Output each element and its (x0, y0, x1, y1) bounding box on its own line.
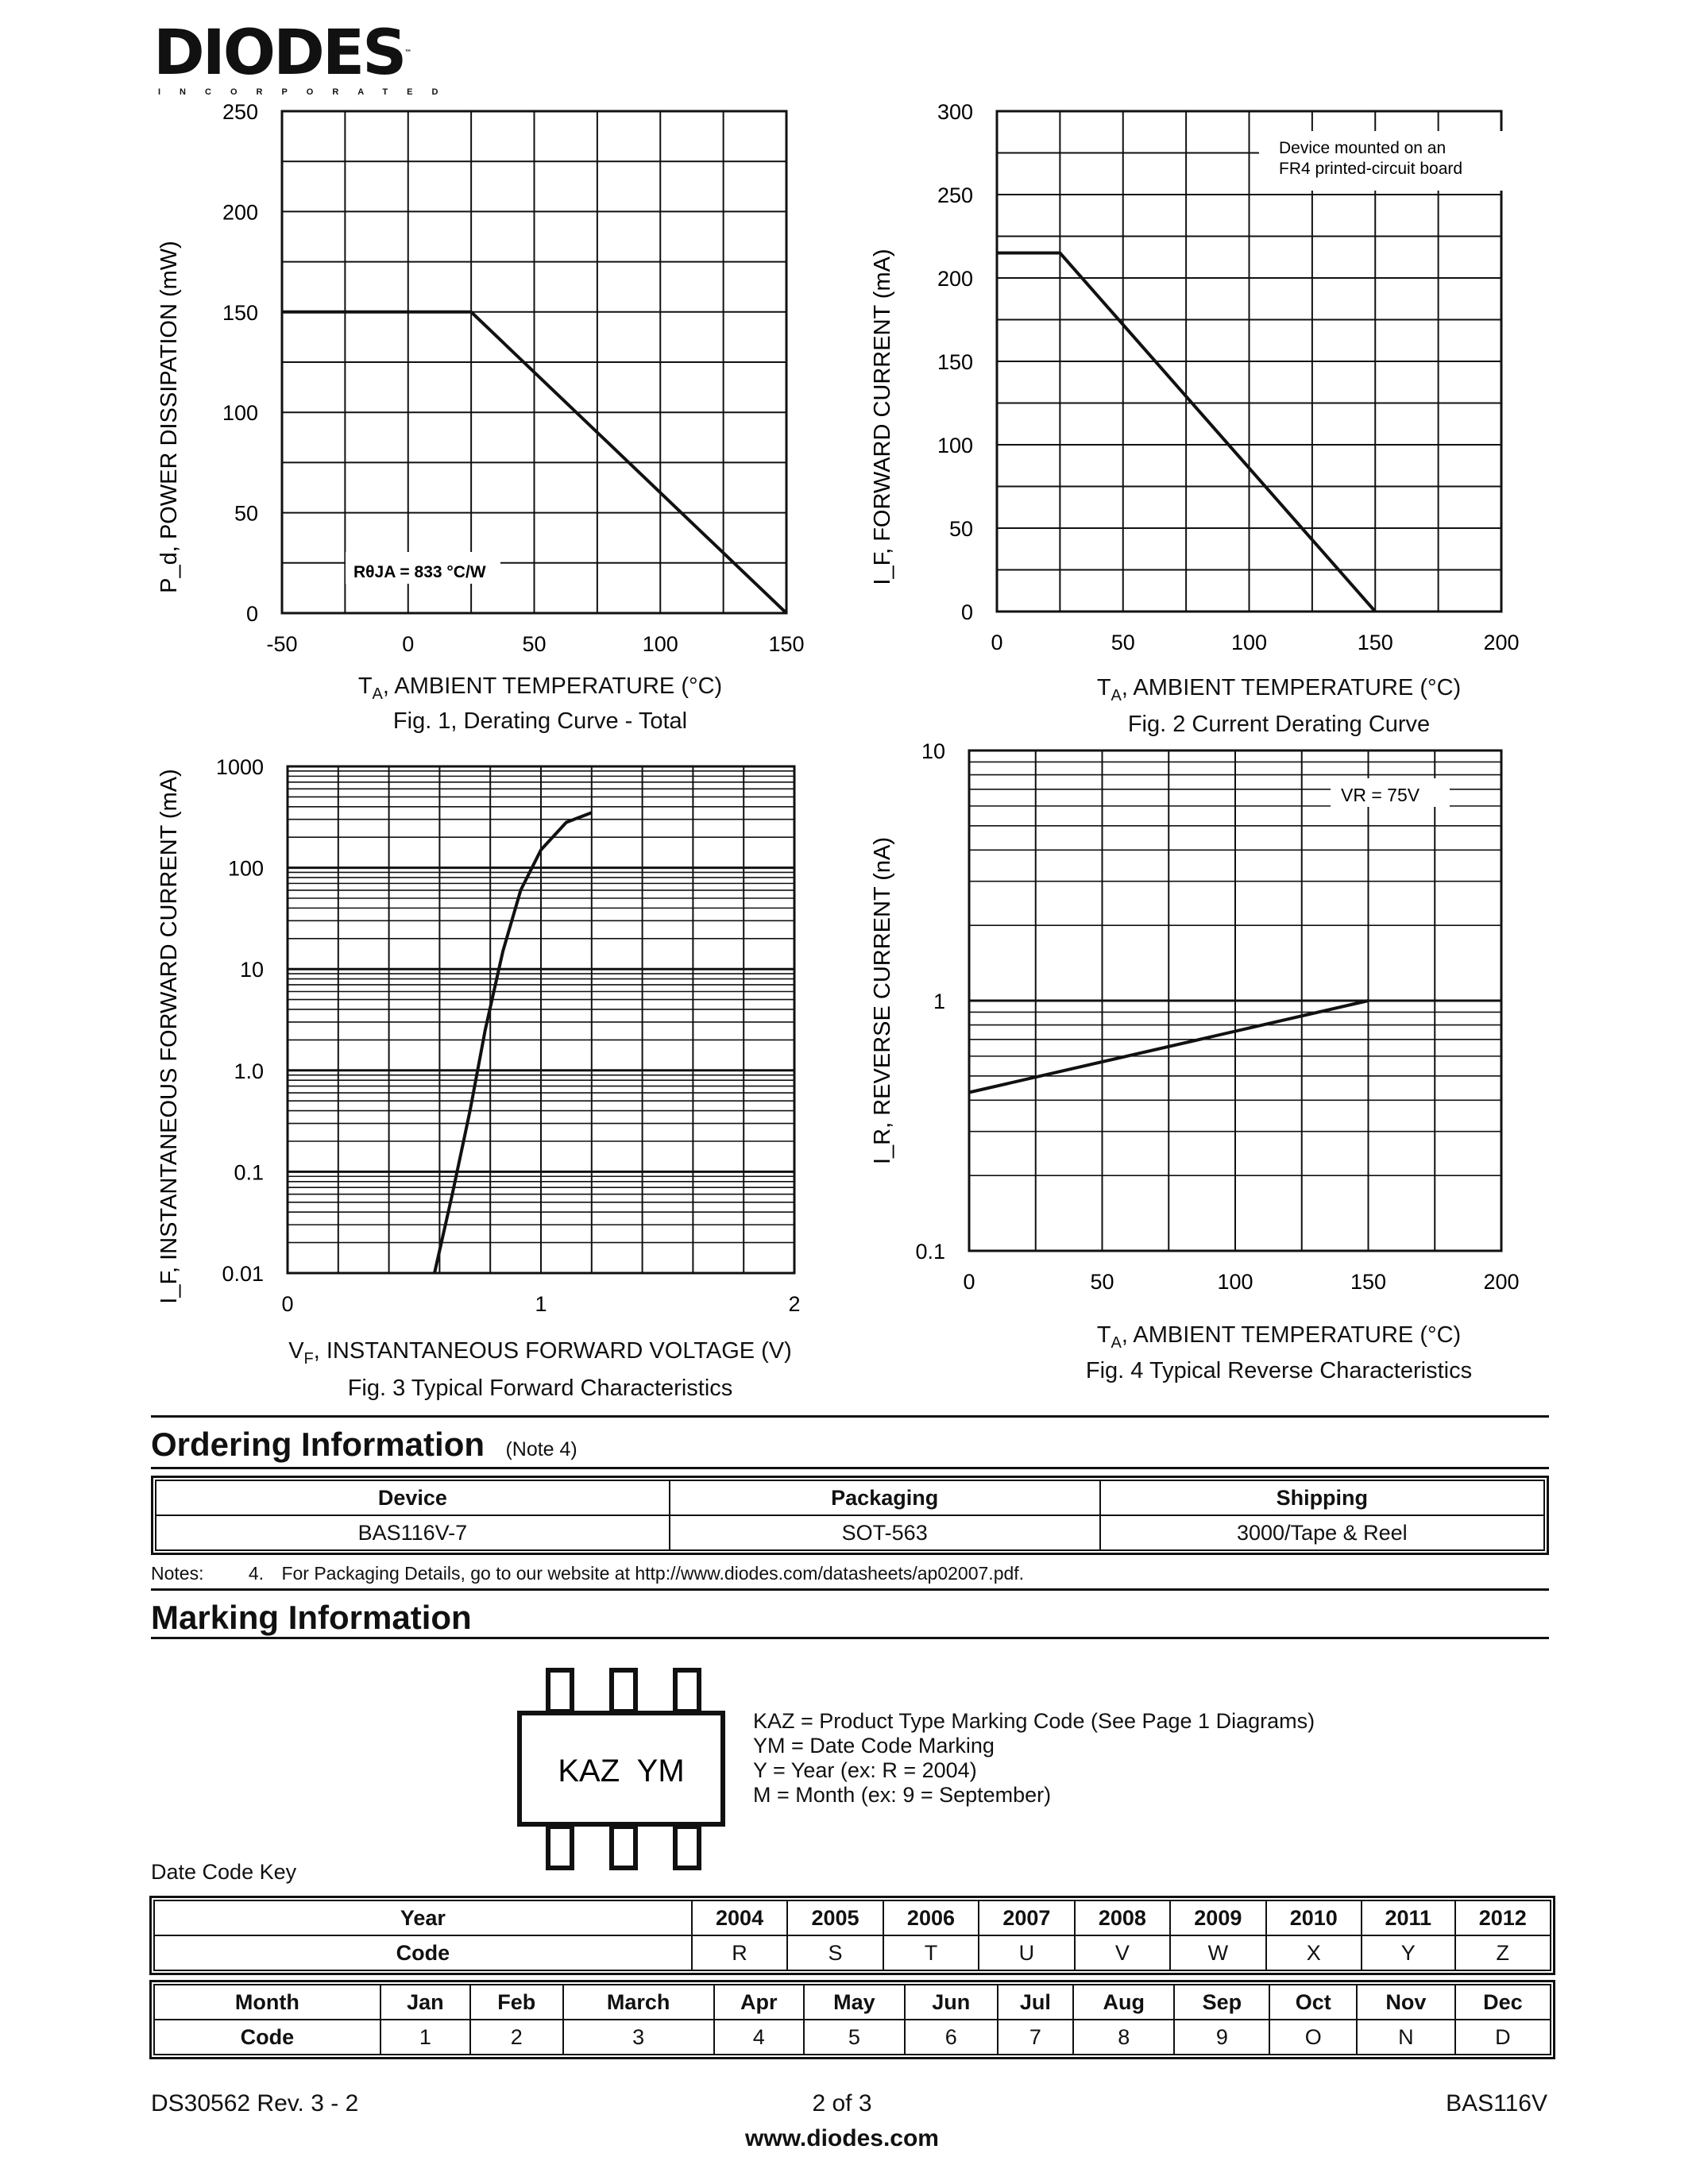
legend-line: M = Month (ex: 9 = September) (753, 1783, 1052, 1807)
footer-doc-number: DS30562 Rev. 3 - 2 (151, 2090, 359, 2116)
fig2-annotation-line2: FR4 printed-circuit board (1279, 160, 1463, 178)
year-code-cell: V (1075, 1935, 1170, 1970)
f3-xtick-label: 0 (281, 1292, 294, 1316)
month-row (154, 1985, 1551, 2020)
month-code-row (154, 2020, 1551, 2055)
f2-ytick-label: 200 (937, 267, 973, 291)
ordering-table (155, 1480, 1545, 1551)
month-code-cell: O (1269, 2020, 1357, 2055)
footer-part-number: BAS116V (1446, 2090, 1547, 2116)
year-table-wrap (149, 1896, 1555, 1975)
f3-xtick-label: 1 (535, 1292, 547, 1316)
month-cell: Oct (1269, 1985, 1357, 2020)
month-code-cell: 3 (563, 2020, 714, 2055)
year-code-cell: R (692, 1935, 787, 1970)
month-code-cell: 7 (998, 2020, 1074, 2055)
month-cell: Feb (470, 1985, 563, 2020)
f4-xtick-label: 200 (1483, 1270, 1520, 1294)
month-cell: Dec (1455, 1985, 1551, 2020)
fig4-xlabel: $T_A$, AMBIENT TEMPERATURE (°C) (1096, 1322, 1462, 1352)
f2-xtick-label: 150 (1357, 631, 1393, 654)
marking-section (151, 1588, 1549, 1639)
f4-xtick-label: 0 (963, 1270, 975, 1294)
fig3-chart (143, 754, 826, 1326)
ordering-header: Device (156, 1480, 670, 1515)
month-label: Month (154, 1985, 380, 2020)
f1-xtick-label: -50 (266, 632, 298, 656)
ordering-heading (151, 1426, 1549, 1465)
f1-ytick-label: 150 (222, 300, 258, 325)
ordering-cell: 3000/Tape & Reel (1100, 1515, 1544, 1550)
f3-ytick-label: 0.01 (222, 1262, 264, 1286)
fig1-xlabel: $T_A$, AMBIENT TEMPERATURE (°C) (357, 673, 723, 703)
marking-bottom-rule (151, 1637, 1549, 1639)
legend-line: KAZ = Product Type Marking Code (See Page 1 Diagrams) (753, 1709, 1315, 1733)
f2-xtick-label: 50 (1111, 631, 1135, 654)
f1-ytick-label: 0 (245, 602, 258, 626)
month-code-cell: 6 (905, 2020, 998, 2055)
f2-ytick-label: 50 (948, 517, 973, 541)
fig3-ylabel: I_F, INSTANTANEOUS FORWARD CURRENT (mA) (156, 769, 182, 1304)
ordering-header: Packaging (670, 1480, 1100, 1515)
month-code-cell: N (1357, 2020, 1455, 2055)
month-cell: Jul (998, 1985, 1074, 2020)
footer-page-number: 2 of 3 (812, 2090, 872, 2116)
fig4-title: Fig. 4 Typical Reverse Characteristics (1085, 1358, 1473, 1383)
fig3-grid (288, 766, 794, 1273)
marking-top-rule (151, 1588, 1549, 1591)
year-label: Year (154, 1900, 692, 1935)
logo-wordmark: DIODES™ (153, 17, 410, 89)
f4-xtick-label: 100 (1217, 1270, 1253, 1294)
month-cell: March (563, 1985, 714, 2020)
fig1-grid (282, 111, 786, 613)
ordering-note-ref: (Note 4) (505, 1438, 577, 1461)
f4-xtick-label: 150 (1350, 1270, 1387, 1294)
f3-ytick-label: 1000 (215, 755, 264, 779)
year-code-cell: X (1266, 1935, 1362, 1970)
fig1-ylabel: P_d, POWER DISSIPATION (mW) (156, 241, 182, 593)
month-cell: Nov (1357, 1985, 1455, 2020)
f2-ytick-label: 150 (937, 350, 973, 374)
f2-xtick-label: 200 (1483, 631, 1520, 654)
logo-subtitle: INCORPORATED (158, 87, 458, 97)
fig4-ticks (915, 739, 1519, 1294)
month-code-cell: 8 (1073, 2020, 1174, 2055)
year-cell: 2007 (979, 1900, 1074, 1935)
year-code-cell: Y (1362, 1935, 1455, 1970)
sot563-package-diagram (516, 1664, 731, 1878)
ordering-bottom-rule (151, 1467, 1549, 1469)
year-table (153, 1900, 1551, 1971)
year-row (154, 1900, 1551, 1935)
f4-ytick-label: 1 (933, 990, 945, 1013)
legend-line: Y = Year (ex: R = 2004) (753, 1758, 977, 1782)
code-label: Code (154, 2020, 380, 2055)
chip-marking-text: KAZ YM (558, 1754, 685, 1788)
month-code-cell: 5 (804, 2020, 905, 2055)
fig4-ylabel: I_R, REVERSE CURRENT (nA) (870, 837, 895, 1164)
f2-ytick-label: 250 (937, 183, 973, 207)
month-cell: Apr (714, 1985, 804, 2020)
year-cell: 2008 (1075, 1900, 1170, 1935)
fig1-chart (143, 99, 826, 687)
ordering-table-wrap (151, 1476, 1549, 1555)
month-code-cell: 9 (1174, 2020, 1269, 2055)
month-cell: Aug (1073, 1985, 1174, 2020)
f4-xtick-label: 50 (1090, 1270, 1114, 1294)
ordering-cell: SOT-563 (670, 1515, 1100, 1550)
fig3-xlabel: $V_F$, INSTANTANEOUS FORWARD VOLTAGE (V) (288, 1338, 792, 1368)
year-cell: 2011 (1362, 1900, 1455, 1935)
f4-ytick-label: 10 (921, 739, 945, 763)
f1-ytick-label: 100 (222, 401, 258, 426)
month-table (153, 1984, 1551, 2055)
marking-heading (151, 1599, 1549, 1637)
f3-ytick-label: 100 (227, 856, 264, 881)
f2-xtick-label: 100 (1230, 631, 1268, 654)
month-table-wrap (149, 1980, 1555, 2059)
ordering-section (151, 1415, 1549, 1584)
year-cell: 2005 (787, 1900, 883, 1935)
year-code-cell: T (883, 1935, 979, 1970)
fig2-xlabel: $T_A$, AMBIENT TEMPERATURE (°C) (1096, 675, 1462, 704)
f3-ytick-label: 1.0 (234, 1059, 264, 1083)
fig1-annotation: RθJA = 833 °C/W (353, 563, 486, 581)
f1-xtick-label: 50 (522, 632, 547, 656)
footer-url-link[interactable]: www.diodes.com (745, 2125, 939, 2151)
fig4-annotation: VR = 75V (1341, 785, 1420, 805)
fig3-curve (435, 812, 592, 1273)
marking-title: Marking Information (151, 1599, 472, 1636)
fig2-annotation-line1: Device mounted on an (1279, 139, 1447, 157)
legend-line: YM = Date Code Marking (753, 1734, 995, 1758)
f1-ytick-label: 50 (234, 501, 258, 526)
f2-ytick-label: 0 (960, 600, 973, 624)
month-code-cell: 2 (470, 2020, 563, 2055)
fig2-title: Fig. 2 Current Derating Curve (1127, 712, 1431, 737)
f1-ytick-label: 250 (222, 100, 258, 124)
year-code-cell: W (1170, 1935, 1265, 1970)
f1-ytick-label: 200 (222, 200, 258, 225)
f1-xtick-label: 150 (768, 632, 805, 656)
year-cell: 2012 (1455, 1900, 1551, 1935)
f2-xtick-label: 0 (991, 631, 1003, 654)
ordering-title: Ordering Information (151, 1426, 485, 1463)
ordering-cell: BAS116V-7 (156, 1515, 670, 1550)
f3-xtick-label: 2 (788, 1292, 801, 1316)
f1-xtick-label: 100 (642, 632, 678, 656)
year-cell: 2004 (692, 1900, 787, 1935)
year-cell: 2009 (1170, 1900, 1265, 1935)
month-cell: Jun (905, 1985, 998, 2020)
diodes-logo (153, 17, 458, 98)
fig3-ticks (216, 755, 801, 1316)
fig1-title: Fig. 1, Derating Curve - Total (392, 708, 688, 734)
fig3-title: Fig. 3 Typical Forward Characteristics (347, 1376, 733, 1401)
year-code-cell: S (787, 1935, 883, 1970)
fig4-chart (858, 739, 1557, 1310)
f1-xtick-label: 0 (402, 632, 415, 656)
month-cell: May (804, 1985, 905, 2020)
year-code-row (154, 1935, 1551, 1970)
fig2-chart (858, 99, 1557, 687)
date-code-key-label: Date Code Key (151, 1860, 297, 1884)
ordering-notes: Notes: 4. For Packaging Details, go to our website at http://www.diodes.com/datasheets/ap02007.pdf. (151, 1563, 1025, 1584)
fig4-grid (969, 751, 1501, 1251)
month-cell: Sep (1174, 1985, 1269, 2020)
year-cell: 2010 (1266, 1900, 1362, 1935)
f3-ytick-label: 0.1 (234, 1160, 264, 1185)
year-code-cell: Z (1455, 1935, 1551, 1970)
year-cell: 2006 (883, 1900, 979, 1935)
month-code-cell: 1 (380, 2020, 470, 2055)
f2-ytick-label: 100 (937, 434, 973, 457)
ordering-header: Shipping (1100, 1480, 1544, 1515)
f3-ytick-label: 10 (239, 958, 264, 982)
fig1-ticks (222, 100, 805, 656)
month-cell: Jan (380, 1985, 470, 2020)
marking-legend (753, 1709, 1315, 1808)
month-code-cell: D (1455, 2020, 1551, 2055)
month-code-cell: 4 (714, 2020, 804, 2055)
fig2-ylabel: I_F, FORWARD CURRENT (mA) (870, 249, 895, 585)
code-label: Code (154, 1935, 692, 1970)
year-code-cell: U (979, 1935, 1074, 1970)
f2-ytick-label: 300 (937, 100, 973, 124)
f4-ytick-label: 0.1 (915, 1240, 945, 1264)
ordering-top-rule (151, 1415, 1549, 1418)
